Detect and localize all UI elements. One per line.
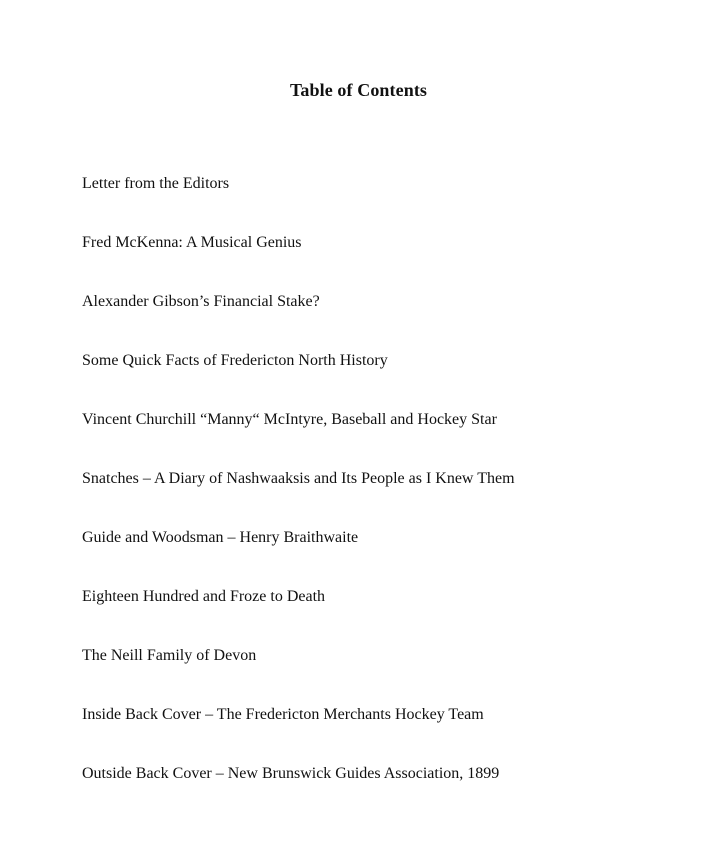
- toc-entry-outside-back-cover: Outside Back Cover – New Brunswick Guides Association, 1899: [82, 765, 500, 782]
- toc-entry-snatches-diary: Snatches – A Diary of Nashwaaksis and Its People as I Knew Them: [82, 470, 515, 487]
- toc-entry-eighteen-hundred: Eighteen Hundred and Froze to Death: [82, 588, 326, 605]
- toc-entry-fred-mckenna: Fred McKenna: A Musical Genius: [82, 234, 302, 251]
- toc-entry-henry-braithwaite: Guide and Woodsman – Henry Braithwaite: [82, 529, 359, 546]
- toc-entry-quick-facts: Some Quick Facts of Fredericton North History: [82, 352, 388, 369]
- toc-entry-manny-mcintyre: Vincent Churchill “Manny“ McIntyre, Baseball and Hockey Star: [82, 411, 497, 428]
- toc-entry-alexander-gibson: Alexander Gibson’s Financial Stake?: [82, 293, 320, 310]
- toc-entry-letter-from-editors: Letter from the Editors: [82, 175, 230, 192]
- toc-entry-inside-back-cover: Inside Back Cover – The Fredericton Merchants Hockey Team: [82, 706, 484, 723]
- table-of-contents-list: [82, 174, 515, 823]
- toc-entry-neill-family: The Neill Family of Devon: [82, 647, 257, 664]
- page-title: Table of Contents: [289, 80, 428, 100]
